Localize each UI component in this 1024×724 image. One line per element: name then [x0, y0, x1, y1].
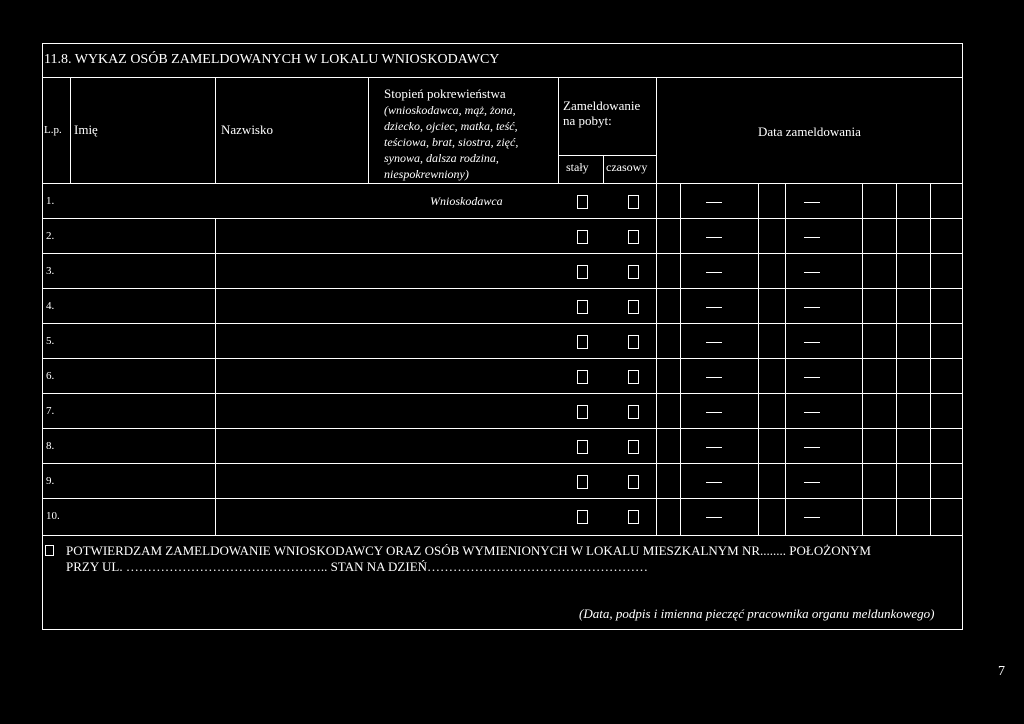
- checkbox-staly[interactable]: [577, 195, 588, 209]
- page-number: 7: [998, 664, 1005, 679]
- date-separator: [804, 342, 820, 343]
- header-zameldowanie: Zameldowanie: [563, 98, 641, 113]
- header-na-pobyt: na pobyt:: [563, 113, 612, 128]
- confirm-line-2: PRZY UL. ……………………………………….. STAN NA DZIEŃ……………………………………………: [66, 559, 649, 574]
- stopien-line: dziecko, ojciec, matka, teść,: [384, 119, 518, 133]
- header-stopien-title: Stopień pokrewieństwa: [384, 86, 506, 101]
- checkbox-staly[interactable]: [577, 265, 588, 279]
- date-separator: [804, 517, 820, 518]
- row-stopien: Wnioskodawca: [430, 194, 503, 208]
- date-separator: [804, 482, 820, 483]
- date-separator: [804, 237, 820, 238]
- row-lp: 7.: [46, 405, 55, 417]
- checkbox-czasowy[interactable]: [628, 230, 639, 244]
- date-separator: [804, 272, 820, 273]
- stopien-line: teściowa, brat, siostra, zięć,: [384, 135, 519, 149]
- date-separator: [706, 377, 722, 378]
- date-separator: [804, 447, 820, 448]
- date-separator: [706, 482, 722, 483]
- row-lp: 8.: [46, 440, 55, 452]
- checkbox-czasowy[interactable]: [628, 335, 639, 349]
- checkbox-staly[interactable]: [577, 440, 588, 454]
- row-lp: 5.: [46, 335, 55, 347]
- header-lp: L.p.: [44, 124, 62, 136]
- date-separator: [706, 447, 722, 448]
- row-lp: 1.: [46, 195, 55, 207]
- row-lp: 6.: [46, 370, 55, 382]
- date-separator: [804, 377, 820, 378]
- confirm-line-1: POTWIERDZAM ZAMELDOWANIE WNIOSKODAWCY ORAZ OSÓB WYMIENIONYCH W LOKALU MIESZKALNYM NR........ POŁOŻONYM: [66, 543, 871, 558]
- stopien-line: niespokrewniony): [384, 167, 469, 181]
- row-lp: 2.: [46, 230, 55, 242]
- checkbox-staly[interactable]: [577, 370, 588, 384]
- header-czasowy: czasowy: [606, 160, 648, 174]
- checkbox-staly[interactable]: [577, 475, 588, 489]
- checkbox-czasowy[interactable]: [628, 265, 639, 279]
- checkbox-czasowy[interactable]: [628, 300, 639, 314]
- checkbox-staly[interactable]: [577, 230, 588, 244]
- header-stopien-desc: [384, 102, 518, 182]
- checkbox-staly[interactable]: [577, 300, 588, 314]
- date-separator: [706, 237, 722, 238]
- date-separator: [706, 412, 722, 413]
- checkbox-czasowy[interactable]: [628, 370, 639, 384]
- date-separator: [706, 272, 722, 273]
- confirm-checkbox[interactable]: [45, 545, 54, 556]
- date-separator: [706, 517, 722, 518]
- checkbox-czasowy[interactable]: [628, 440, 639, 454]
- date-separator: [706, 342, 722, 343]
- section-title: 11.8. WYKAZ OSÓB ZAMELDOWANYCH W LOKALU WNIOSKODAWCY: [44, 52, 500, 67]
- header-data: Data zameldowania: [758, 124, 861, 139]
- stopien-line: (wnioskodawca, mąż, żona,: [384, 103, 516, 117]
- checkbox-staly[interactable]: [577, 510, 588, 524]
- header-imie: Imię: [74, 122, 98, 137]
- row-lp: 3.: [46, 265, 55, 277]
- checkbox-czasowy[interactable]: [628, 405, 639, 419]
- date-separator: [706, 202, 722, 203]
- row-lp: 10.: [46, 510, 60, 522]
- header-nazwisko: Nazwisko: [221, 122, 273, 137]
- checkbox-czasowy[interactable]: [628, 195, 639, 209]
- date-separator: [804, 307, 820, 308]
- date-separator: [804, 412, 820, 413]
- checkbox-czasowy[interactable]: [628, 510, 639, 524]
- checkbox-staly[interactable]: [577, 405, 588, 419]
- date-separator: [706, 307, 722, 308]
- row-lp: 9.: [46, 475, 55, 487]
- checkbox-czasowy[interactable]: [628, 475, 639, 489]
- row-lp: 4.: [46, 300, 55, 312]
- signature-note: (Data, podpis i imienna pieczęć pracownika organu meldunkowego): [579, 606, 935, 621]
- header-staly: stały: [566, 160, 589, 174]
- stopien-line: synowa, dalsza rodzina,: [384, 151, 499, 165]
- date-separator: [804, 202, 820, 203]
- checkbox-staly[interactable]: [577, 335, 588, 349]
